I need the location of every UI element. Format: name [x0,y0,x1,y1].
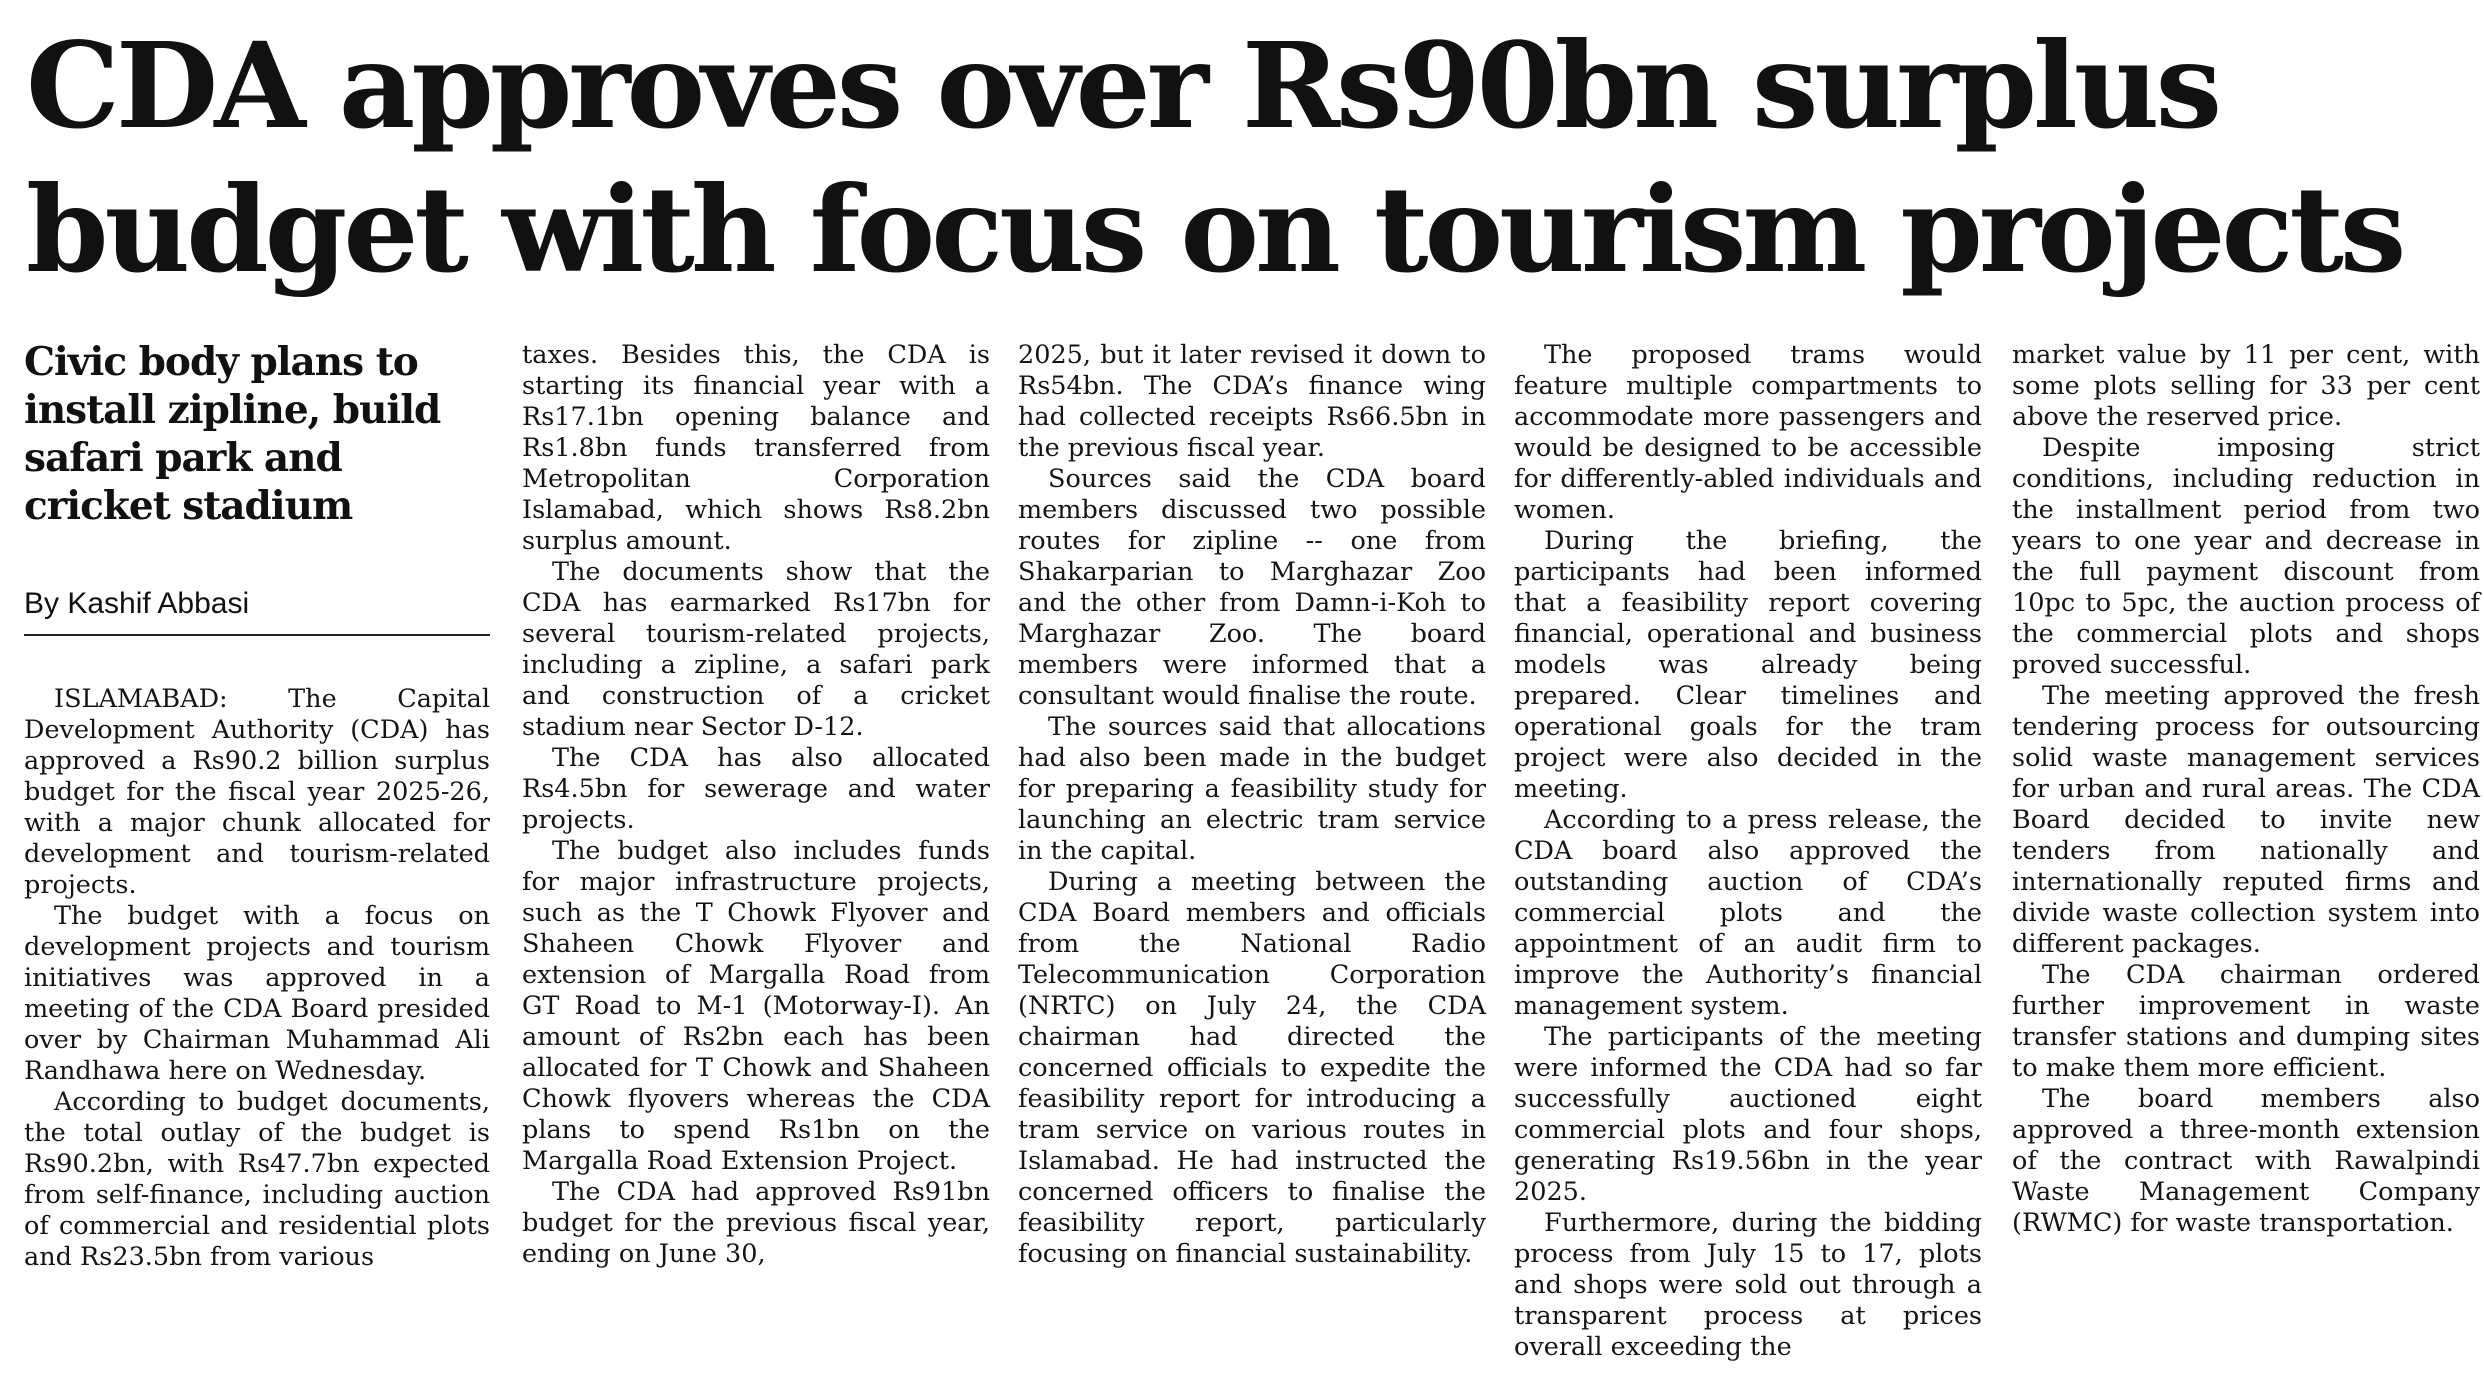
article-column-5 [2012,340,2480,1239]
subheadline-line-4: cricket stadium [24,483,353,529]
headline-line-2: budget with focus on tourism projects [26,160,2403,299]
headline [26,14,2466,302]
subheadline [24,338,490,530]
paragraph: The meeting approved the fresh tendering process for outsourcing solid waste management services for urban and rural areas. The CDA Board decided to invite new tenders from nationally and internationally reputed firms and divide waste collection system into different packages. [2012,681,2480,959]
paragraph-continued: market value by 11 per cent, with some plots selling for 33 per cent above the reserved price. [2012,340,2480,432]
paragraph: The documents show that the CDA has earmarked Rs17bn for several tourism-related projects, including a zipline, a safari park and construction of a cricket stadium near Sector D-12. [522,557,990,742]
article-column-1 [24,338,490,1273]
paragraph: ISLAMABAD: The Capital Development Authority (CDA) has approved a Rs90.2 billion surplus budget for the fiscal year 2025-26, with a major chunk allocated for development and tourism-related projects. [24,684,490,900]
paragraph: The budget with a focus on development projects and tourism initiatives was approved in a meeting of the CDA Board presided over by Chairman Muhammad Ali Randhawa here on Wednesday. [24,901,490,1086]
article-column-2 [522,340,990,1270]
paragraph: The board members also approved a three-month extension of the contract with Rawalpindi Waste Management Company (RWMC) for waste transportation. [2012,1084,2480,1238]
subheadline-line-2: install zipline, build [24,387,441,433]
headline-line-1: CDA approves over Rs90bn surplus [26,16,2219,155]
paragraph: The sources said that allocations had also been made in the budget for preparing a feasibility study for launching an electric tram service in the capital. [1018,712,1486,866]
paragraph: The proposed trams would feature multiple compartments to accommodate more passengers and would be designed to be accessible for differently-abled individuals and women. [1514,340,1982,525]
paragraph: Furthermore, during the bidding process from July 15 to 17, plots and shops were sold out through a transparent process at prices overall exceeding the [1514,1208,1982,1362]
paragraph: Sources said the CDA board members discussed two possible routes for zipline -- one from Shakarparian to Marghazar Zoo and the other from Damn-i-Koh to Marghazar Zoo. The board members were informed that a consultant would finalise the route. [1018,464,1486,711]
paragraph: During a meeting between the CDA Board members and officials from the National Radio Telecommunication Corporation (NRTC) on July 24, the CDA chairman had directed the concerned officials to expedite the feasibility report for introducing a tram service on various routes in Islamabad. He had instructed the concerned officers to finalise the feasibility report, particularly focusing on financial sustainability. [1018,867,1486,1269]
paragraph: The CDA has also allocated Rs4.5bn for sewerage and water projects. [522,743,990,835]
paragraph: The budget also includes funds for major infrastructure projects, such as the T Chowk Flyover and Shaheen Chowk Flyover and extension of Margalla Road from GT Road to M-1 (Motorway-I). An amount of Rs2bn each has been allocated for T Chowk and Shaheen Chowk flyovers whereas the CDA plans to spend Rs1bn on the Margalla Road Extension Project. [522,836,990,1176]
paragraph: According to a press release, the CDA board also approved the outstanding auction of CDA’s commercial plots and the appointment of an audit firm to improve the Authority’s financial management system. [1514,805,1982,1021]
paragraph: During the briefing, the participants had been informed that a feasibility report covering financial, operational and business models was already being prepared. Clear timelines and operational goals for the tram project were also decided in the meeting. [1514,526,1982,804]
byline: By Kashif Abbasi [24,584,490,636]
paragraph: The CDA had approved Rs91bn budget for the previous fiscal year, ending on June 30, [522,1177,990,1269]
paragraph-continued: taxes. Besides this, the CDA is starting its financial year with a Rs17.1bn opening balance and Rs1.8bn funds transferred from Metropolitan Corporation Islamabad, which shows Rs8.2bn surplus amount. [522,340,990,556]
paragraph: Despite imposing strict conditions, including reduction in the installment period from two years to one year and decrease in the full payment discount from 10pc to 5pc, the auction process of the commercial plots and shops proved successful. [2012,433,2480,680]
subheadline-line-3: safari park and [24,435,342,481]
article-column-4 [1514,340,1982,1363]
article-column-3 [1018,340,1486,1270]
paragraph: The CDA chairman ordered further improvement in waste transfer stations and dumping sites to make them more efficient. [2012,960,2480,1083]
paragraph: According to budget documents, the total outlay of the budget is Rs90.2bn, with Rs47.7bn expected from self-finance, including auction of commercial and residential plots and Rs23.5bn from various [24,1087,490,1272]
subheadline-line-1: Civic body plans to [24,339,418,385]
paragraph-continued: 2025, but it later revised it down to Rs54bn. The CDA’s finance wing had collected receipts Rs66.5bn in the previous fiscal year. [1018,340,1486,463]
paragraph: The participants of the meeting were informed the CDA had so far successfully auctioned eight commercial plots and four shops, generating Rs19.56bn in the year 2025. [1514,1022,1982,1207]
